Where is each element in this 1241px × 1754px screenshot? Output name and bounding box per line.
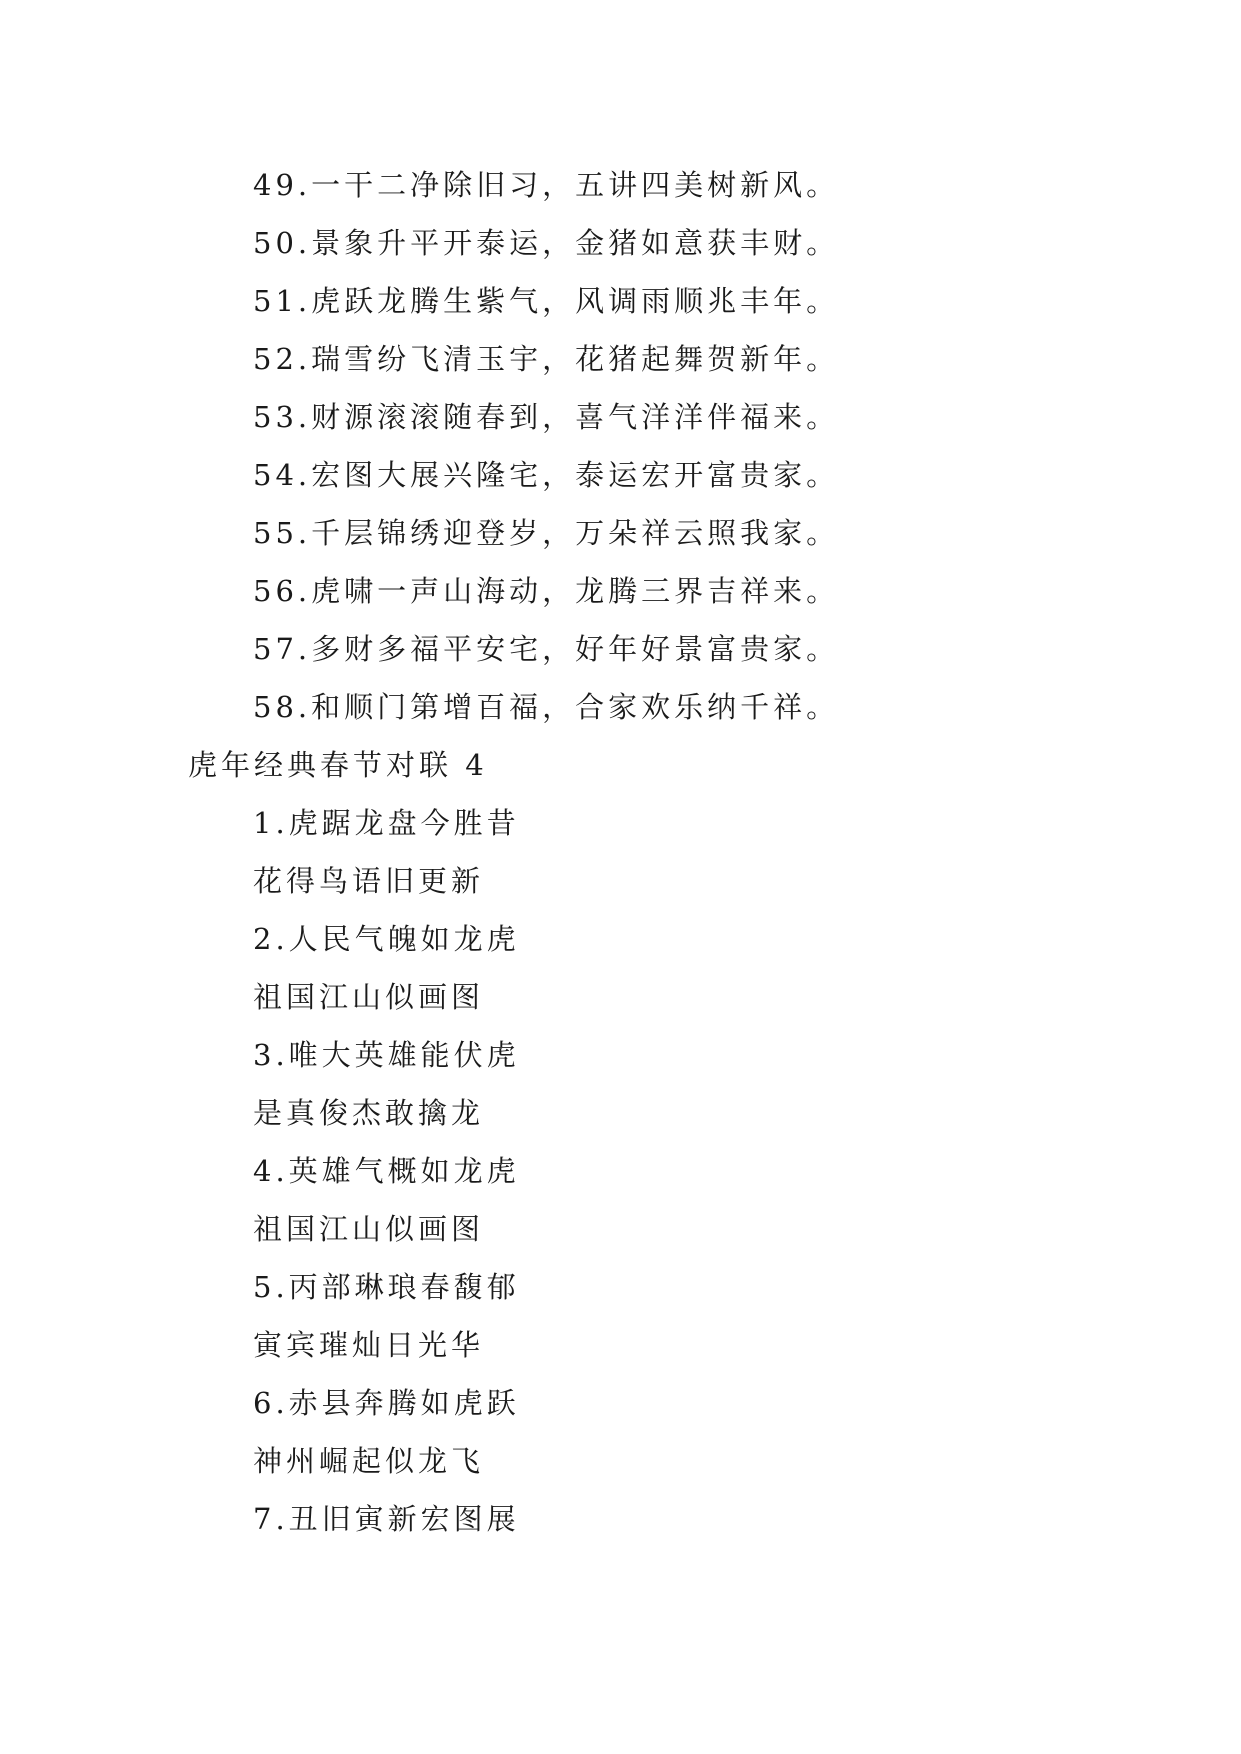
couplet-line-49: 49.一干二净除旧习，五讲四美树新风。: [253, 168, 840, 202]
couplet-line: 7.丑旧寅新宏图展: [253, 1502, 520, 1536]
couplet-line-52: 52.瑞雪纷飞清玉宇，花猪起舞贺新年。: [253, 342, 840, 376]
couplet-line-56: 56.虎啸一声山海动，龙腾三界吉祥来。: [253, 574, 840, 608]
couplet-line-57: 57.多财多福平安宅，好年好景富贵家。: [253, 632, 840, 666]
couplet-line-50: 50.景象升平开泰运，金猪如意获丰财。: [253, 226, 840, 260]
section-heading: 虎年经典春节对联 4: [188, 748, 488, 782]
couplet-line-53: 53.财源滚滚随春到，喜气洋洋伴福来。: [253, 400, 840, 434]
couplet-line: 2.人民气魄如龙虎: [253, 922, 520, 956]
couplet-line-55: 55.千层锦绣迎登岁，万朵祥云照我家。: [253, 516, 840, 550]
couplet-line: 是真俊杰敢擒龙: [253, 1096, 485, 1130]
couplet-line: 5.丙部琳琅春馥郁: [253, 1270, 520, 1304]
couplet-line: 寅宾璀灿日光华: [253, 1328, 485, 1362]
couplet-line: 6.赤县奔腾如虎跃: [253, 1386, 520, 1420]
couplet-line: 4.英雄气概如龙虎: [253, 1154, 520, 1188]
couplet-line: 祖国江山似画图: [253, 1212, 485, 1246]
couplet-line: 神州崛起似龙飞: [253, 1444, 485, 1478]
couplet-line: 祖国江山似画图: [253, 980, 485, 1014]
couplet-line: 1.虎踞龙盘今胜昔: [253, 806, 520, 840]
couplet-line: 3.唯大英雄能伏虎: [253, 1038, 520, 1072]
couplet-line-51: 51.虎跃龙腾生紫气，风调雨顺兆丰年。: [253, 284, 840, 318]
couplet-line-58: 58.和顺门第增百福，合家欢乐纳千祥。: [253, 690, 840, 724]
couplet-line-54: 54.宏图大展兴隆宅，泰运宏开富贵家。: [253, 458, 840, 492]
couplet-line: 花得鸟语旧更新: [253, 864, 485, 898]
